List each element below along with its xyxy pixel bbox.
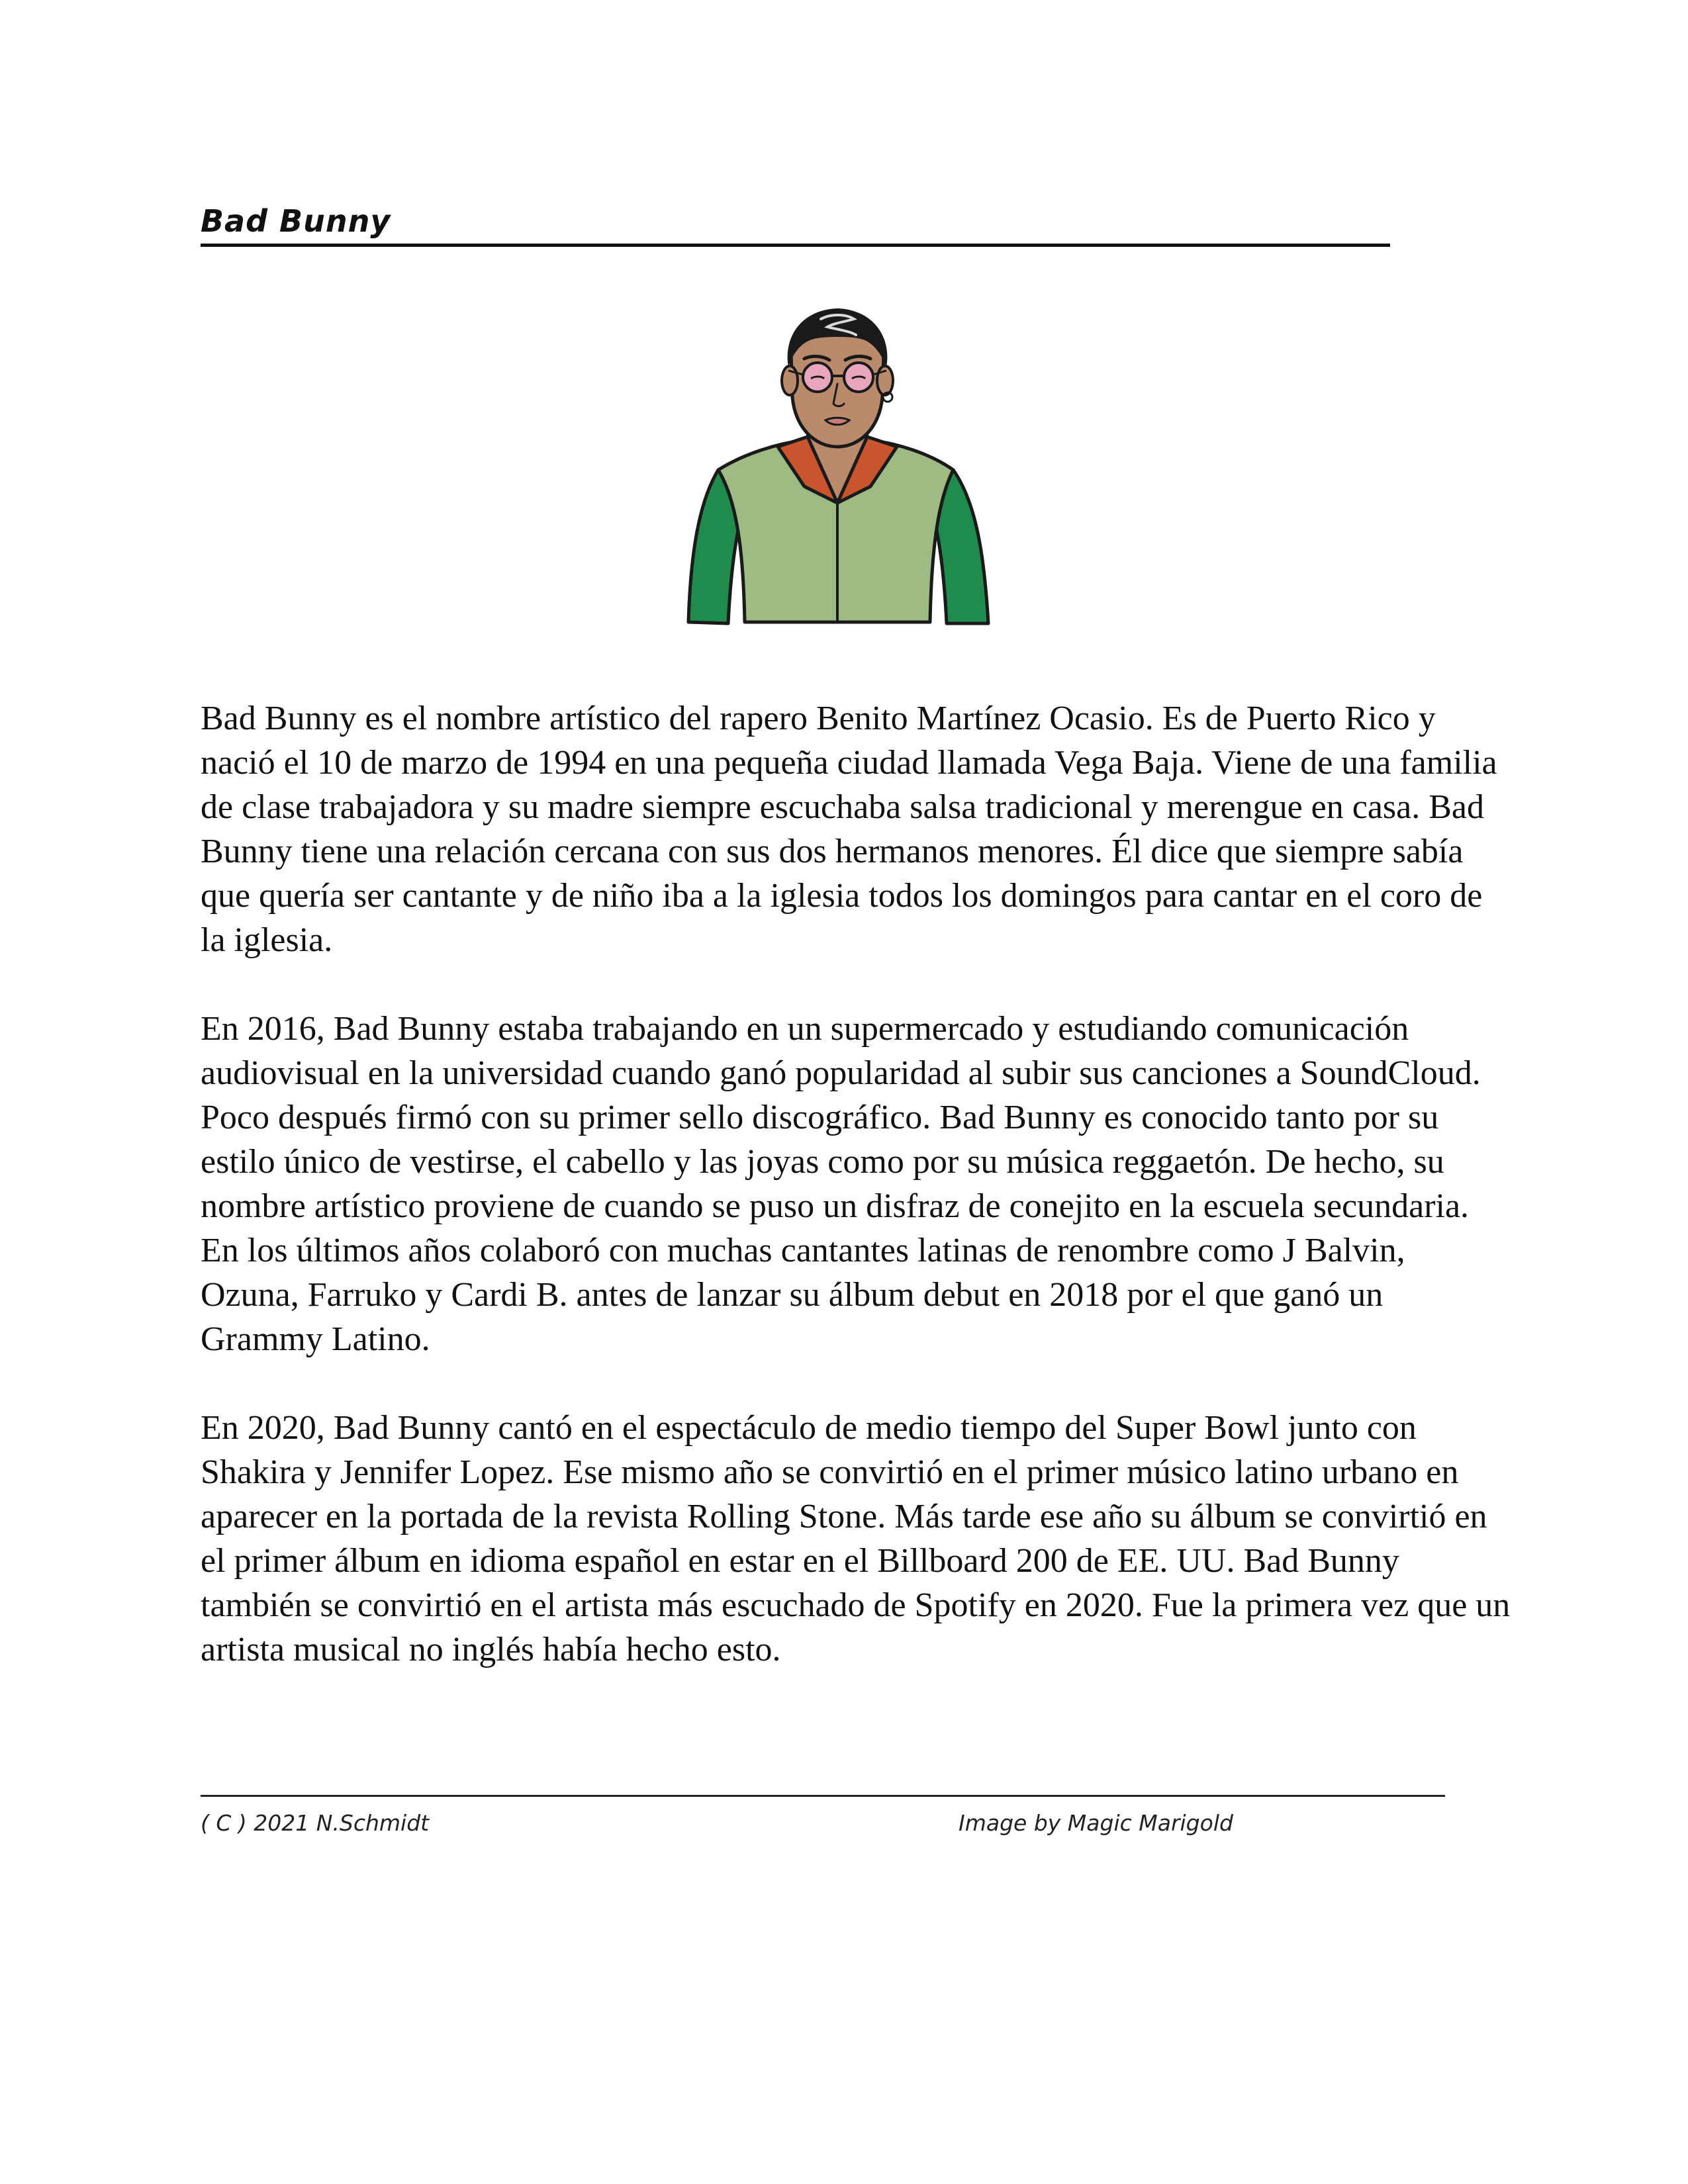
footer-divider xyxy=(201,1795,1445,1797)
page-title: Bad Bunny xyxy=(201,199,1390,247)
body-text xyxy=(201,696,1511,1672)
paragraph-1: Bad Bunny es el nombre artístico del rapero Benito Martínez Ocasio. Es de Puerto Rico y nació el 10 de marzo de 1994 en una pequeña ciudad llamada Vega Baja. Viene de una familia de clase trabajadora y su madre siempre escuchaba salsa tradicional y merengue en casa. Bad Bunny tiene una relación cercana con sus dos hermanos menores. Él dice que siempre sabía que quería ser cantante y de niño iba a la iglesia todos los domingos para cantar en el coro de la iglesia. xyxy=(201,700,1497,959)
mouth xyxy=(825,418,849,425)
portrait-illustration-icon xyxy=(672,304,1003,625)
footer-image-credit: Image by Magic Marigold xyxy=(959,1810,1233,1836)
paragraph-3: En 2020, Bad Bunny cantó en el espectáculo de medio tiempo del Super Bowl junto con Shakira y Jennifer Lopez. Ese mismo año se convirtió en el primer músico latino urbano en aparecer en la portada de la revista Rolling Stone. Más tarde ese año su álbum se convirtió en el primer álbum en idioma español en estar en el Billboard 200 de EE. UU. Bad Bunny también se convirtió en el artista más escuchado de Spotify en 2020. Fue la primera vez que un artista musical no inglés había hecho esto. xyxy=(201,1409,1511,1668)
footer-copyright: ( C ) 2021 N.Schmidt xyxy=(201,1810,430,1836)
paragraph-2: En 2016, Bad Bunny estaba trabajando en un supermercado y estudiando comunicación audiovisual en la universidad cuando ganó popularidad al subir sus canciones a SoundCloud. Poco después firmó con su primer sello discográfico. Bad Bunny es conocido tanto por su estilo único de vestirse, el cabello y las joyas como por su música reggaetón. De hecho, su nombre artístico proviene de cuando se puso un disfraz de conejito en la escuela secundaria. En los últimos años colaboró con muchas cantantes latinas de renombre como J Balvin, Ozuna, Farruko y Cardi B. antes de lanzar su álbum debut en 2018 por el que ganó un Grammy Latino. xyxy=(201,1010,1481,1358)
